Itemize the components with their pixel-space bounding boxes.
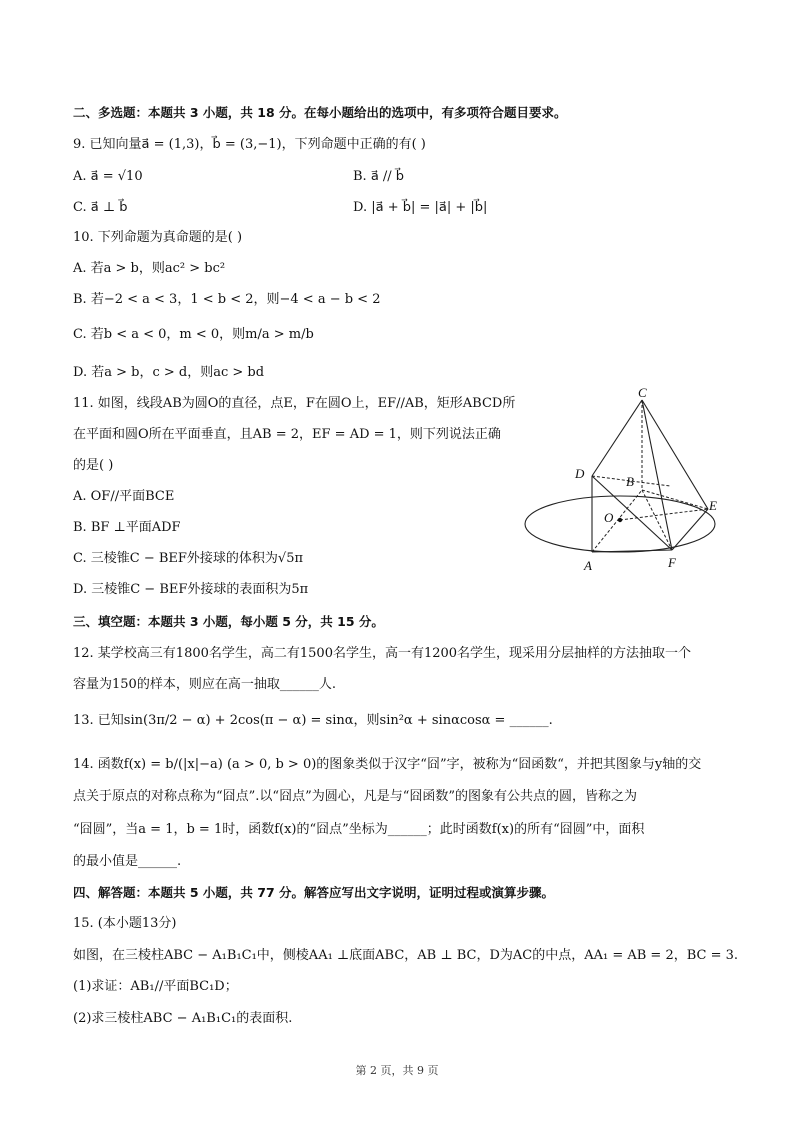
edge-CF [642,400,672,550]
q15-part-2: (2)求三棱柱ABC − A₁B₁C₁的表面积. [73,1011,293,1026]
center-point-O [618,518,622,522]
label-A: A [584,558,592,573]
q9-option-c: C. a⃗ ⊥ b⃗ [73,200,128,215]
q9-option-a: A. a⃗ = √10 [73,169,143,184]
q10-option-a: A. 若a > b，则ac² > bc² [73,261,226,276]
q14-line-2: 点关于原点的对称点称为“囧点”.以“囧点”为圆心，凡是与“囧函数”的图象有公共点的圆，皆称之为 [73,789,638,804]
q11-stem-line-1: 11. 如图，线段AB为圆O的直径，点E，F在圆O上，EF//AB，矩形ABCD所 [73,396,516,411]
q9-option-d: D. |a⃗ + b⃗| = |a⃗| + |b⃗| [353,200,488,215]
circle-front-arc [525,524,715,552]
q9-option-b: B. a⃗ // b⃗ [353,169,405,184]
section-2-header: 二、多选题：本题共 3 小题，共 18 分。在每小题给出的选项中，有多项符合题目要求。 [73,105,567,120]
edge-EF [672,509,708,550]
label-O: O [604,510,614,525]
q14-line-3: “囧圆”，当a = 1，b = 1时，函数f(x)的“囧点”坐标为______；此时函数f(x)的所有“囧圆”中，面积 [73,822,645,837]
q11-stem-line-3: 的是( ) [73,458,114,473]
q10-option-b: B. 若−2 < a < 3，1 < b < 2，则−4 < a − b < 2 [73,292,381,307]
q15-part-1: (1)求证：AB₁//平面BC₁D； [73,979,238,994]
q11-option-c: C. 三棱锥C − BEF外接球的体积为√5π [73,551,304,566]
label-D: D [575,466,585,481]
page-footer: 第 2 页，共 9 页 [355,1064,439,1077]
q10-option-c: C. 若b < a < 0，m < 0，则m/a > m/b [73,327,314,342]
section-3-header: 三、填空题：本题共 3 小题，每小题 5 分，共 15 分。 [73,614,384,629]
q15-title: 15. (本小题13分) [73,916,177,931]
label-C: C [638,388,647,400]
q9-stem: 9. 已知向量a⃗ = (1,3)，b⃗ = (3,−1)，下列命题中正确的有( ) [73,137,426,152]
edge-DC [592,400,642,476]
label-F: F [668,555,676,570]
q14-line-1: 14. 函数f(x) = b/(|x|−a) (a > 0, b > 0)的图象类似于汉字“囧”字，被称为“囧函数“，并把其图象与y轴的交 [73,757,702,772]
edge-BF [642,490,672,550]
q10-stem: 10. 下列命题为真命题的是( ) [73,230,243,245]
q11-option-b: B. BF ⊥平面ADF [73,520,181,535]
q11-option-d: D. 三棱锥C − BEF外接球的表面积为5π [73,582,309,597]
q11-option-a: A. OF//平面BCE [73,489,175,504]
q11-geometry-figure [520,388,725,578]
q15-stem: 如图，在三棱柱ABC − A₁B₁C₁中，侧棱AA₁ ⊥底面ABC，AB ⊥ BC，D为AC的中点，AA₁ = AB = 2，BC = 3. [73,948,739,963]
q14-line-4: 的最小值是______. [73,854,182,869]
q11-stem-line-2: 在平面和圆O所在平面垂直，且AB = 2，EF = AD = 1，则下列说法正确 [73,427,501,442]
section-4-header: 四、解答题：本题共 5 小题，共 77 分。解答应写出文字说明，证明过程或演算步骤。 [73,885,555,900]
q12-line-2: 容量为150的样本，则应在高一抽取______人. [73,677,336,692]
q10-option-d: D. 若a > b，c > d，则ac > bd [73,365,265,380]
q13-text: 13. 已知sin(3π/2 − α) + 2cos(π − α) = sinα，则sin²α + sinαcosα = ______. [73,713,553,728]
q12-line-1: 12. 某学校高三有1800名学生，高二有1500名学生，高一有1200名学生，现采用分层抽样的方法抽取一个 [73,646,692,661]
label-E: E [709,498,717,513]
label-B: B [626,474,634,489]
